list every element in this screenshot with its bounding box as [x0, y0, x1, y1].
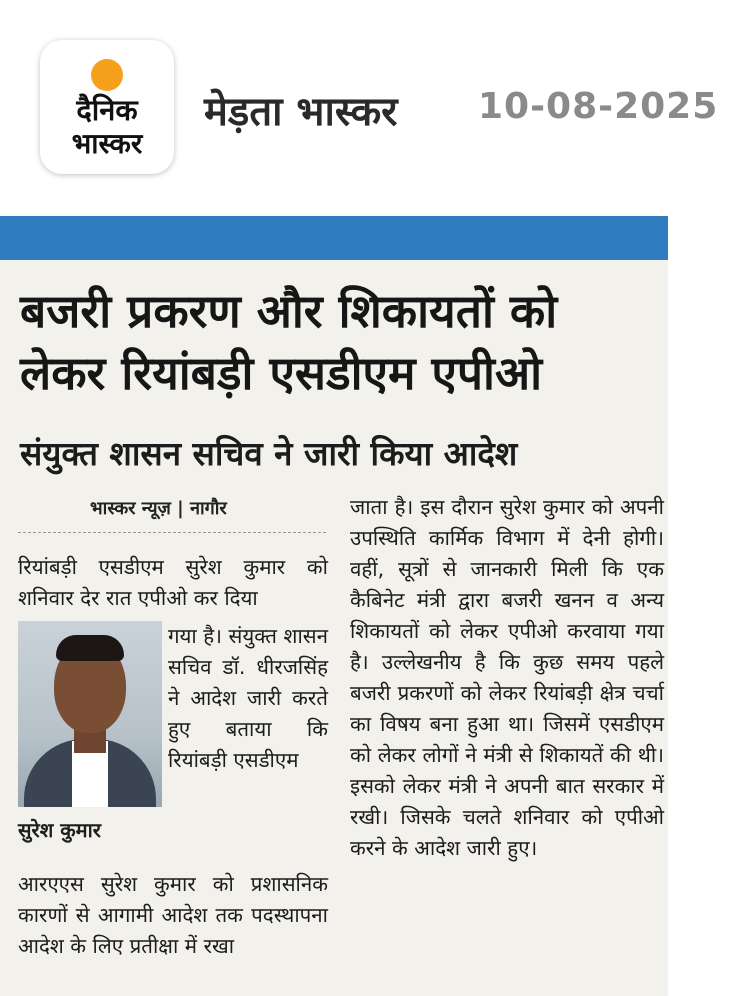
byline-divider — [18, 532, 326, 533]
headline-line-1: बजरी प्रकरण और शिकायतों को — [20, 284, 558, 338]
headline-line-2: लेकर रियांबड़ी एसडीएम एपीओ — [20, 346, 543, 400]
photo-hair — [56, 635, 124, 661]
sun-dot-icon — [91, 59, 123, 91]
logo-text-line2: भास्कर — [71, 127, 143, 160]
article-subheadline: संयुक्त शासन सचिव ने जारी किया आदेश — [20, 434, 518, 473]
edition-title: मेड़ता भास्कर — [204, 89, 398, 135]
blue-header-bar — [0, 216, 668, 260]
photo-caption: सुरेश कुमार — [18, 818, 101, 842]
page-header — [0, 0, 736, 200]
logo-text-line1: दैनिक — [76, 93, 138, 127]
person-photo — [18, 621, 162, 807]
dainik-bhaskar-logo[interactable] — [40, 40, 174, 174]
article-headline — [20, 280, 660, 404]
edition-date: 10-08-2025 — [478, 86, 719, 127]
column1-intro: रियांबड़ी एसडीएम सुरेश कुमार को शनिवार देर रात एपीओ कर दिया — [18, 555, 328, 610]
column2-text: जाता है। इस दौरान सुरेश कुमार को अपनी उपस्थिति कार्मिक विभाग में देनी होगी। वहीं, सूत्रों से जानकारी मिली कि एक कैबिनेट मंत्री द्वारा बजरी खनन व अन्य शिकायतों को लेकर एपीओ करवाया गया है। उल्लेखनीय है कि कुछ समय पहले बजरी प्रकरणों को लेकर रियांबड़ी क्षेत्र चर्चा का विषय बना हुआ था। जिसमें एसडीएम को लेकर लोगों ने मंत्री से शिकायतें की थी। इसको लेकर मंत्री ने अपनी बात सरकार में रखी। जिसके चलते शनिवार को एपीओ करने के आदेश जारी हुए। — [350, 495, 664, 860]
byline: भास्कर न्यूज़ | नागौर — [90, 498, 227, 519]
column1-after-photo: आरएएस सुरेश कुमार को प्रशासनिक कारणों से आगामी आदेश तक पदस्थापना आदेश के लिए प्रतीक्षा में रखा — [18, 872, 328, 958]
newspaper-clipping — [0, 216, 668, 996]
column1-beside-photo: गया है। संयुक्त शासन सचिव डॉ. धीरजसिंह ने आदेश जारी करते हुए बताया कि रियांबड़ी एसडीएम — [168, 624, 328, 772]
